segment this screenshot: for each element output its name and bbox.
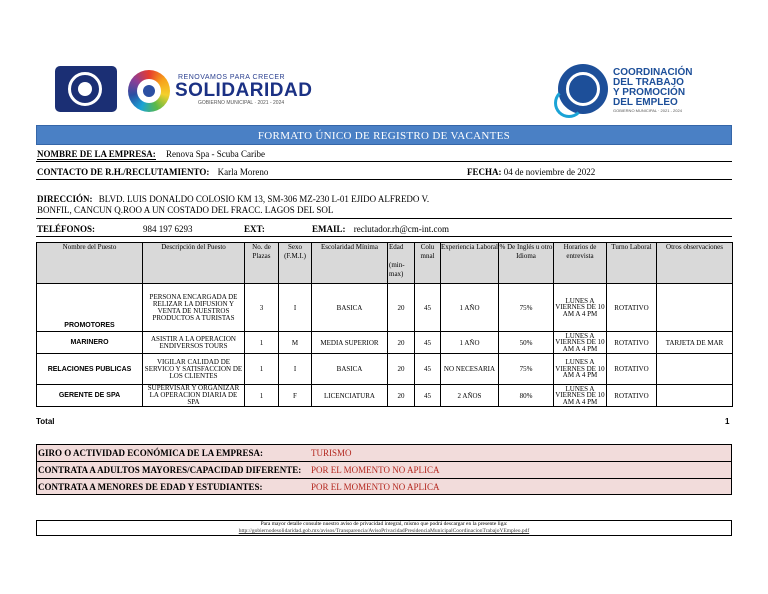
vacancies-table — [36, 242, 733, 407]
header-edad-sub: (min-max) — [389, 261, 405, 278]
cell-horarios: LUNES A VIERNES DE 10 AM A 4 PM — [554, 354, 607, 385]
privacy-link[interactable]: http://gobiernodesolidaridad.gob.mx/avisos/Transparencia/AvisoPrivacidadPresidenciaMunicipalCoordinacionTrabajoYEmpleo.pdf — [238, 528, 530, 534]
cell-descripcion: VIGILAR CALIDAD DE SERVICO Y SATISFACCION DE LOS CLIENTES — [143, 354, 245, 385]
solidaridad-emblem-logo — [128, 70, 170, 112]
coordinacion-line: DEL EMPLEO — [613, 97, 678, 108]
solidaridad-tagline: RENOVAMOS PARA CRECER — [178, 74, 286, 81]
cell-escolaridad: LICENCIATURA — [312, 385, 388, 407]
menores-value: POR EL MOMENTO NO APLICA — [311, 482, 440, 492]
cell-puesto: RELACIONES PUBLICAS — [37, 354, 143, 385]
coordinacion-line: DEL TRABAJO — [613, 77, 684, 88]
cell-plazas: 1 — [245, 385, 279, 407]
ext-label: EXT: — [244, 224, 265, 234]
cell-experiencia: NO NECESARIA — [441, 354, 499, 385]
header-plazas: No. de Plazas — [245, 243, 279, 284]
cell-experiencia: 2 AÑOS — [441, 385, 499, 407]
adultos-label: CONTRATA A ADULTOS MAYORES/CAPACIDAD DIFERENTE: — [38, 465, 302, 475]
cell-plazas: 3 — [245, 284, 279, 332]
cell-sexo: F — [279, 385, 312, 407]
cell-puesto: PROMOTORES — [37, 284, 143, 332]
direccion-line2: BONFIL, CANCUN Q.ROO A UN COSTADO DEL FRACC. LAGOS DEL SOL — [37, 205, 334, 215]
cell-turno: ROTATIVO — [607, 332, 657, 354]
cell-descripcion: ASISTIR A LA OPERACION ENDIVERSOS TOURS — [143, 332, 245, 354]
header-columnal: Colu mnal — [415, 243, 441, 284]
cell-edad: 20 — [388, 284, 415, 332]
empresa-label: NOMBRE DE LA EMPRESA: — [37, 149, 156, 159]
telefonos-label: TELÉFONOS: — [37, 224, 96, 234]
header-puesto: Nombre del Puesto — [37, 243, 143, 284]
table-row — [37, 354, 733, 385]
contacto-label: CONTACTO DE R.H./RECLUTAMIENTO: — [37, 167, 210, 177]
cell-col: 45 — [415, 354, 441, 385]
fecha-label: FECHA: — [467, 167, 502, 177]
cell-col: 45 — [415, 332, 441, 354]
form-title: FORMATO ÚNICO DE REGISTRO DE VACANTES — [36, 125, 732, 145]
telefonos-value: 984 197 6293 — [143, 224, 193, 234]
cell-edad: 20 — [388, 332, 415, 354]
cell-ingles: 50% — [499, 332, 554, 354]
total-value: 1 — [725, 417, 730, 426]
header-experiencia: Experiencia Laboral — [441, 243, 499, 284]
divider — [36, 218, 732, 219]
cell-ingles: 75% — [499, 354, 554, 385]
divider — [36, 179, 732, 180]
cell-otros — [657, 385, 733, 407]
giro-row — [37, 445, 731, 462]
table-row — [37, 284, 733, 332]
coordinacion-line: COORDINACIÓN — [613, 67, 693, 78]
cell-puesto: MARINERO — [37, 332, 143, 354]
email-field — [312, 224, 449, 234]
cell-horarios: LUNES A VIERNES DE 10 AM A 4 PM — [555, 384, 605, 406]
email-label: EMAIL: — [312, 224, 346, 234]
cell-escolaridad: BASICA — [312, 354, 388, 385]
privacy-footer — [36, 520, 732, 536]
adultos-value: POR EL MOMENTO NO APLICA — [311, 465, 440, 475]
coordinacion-line: Y PROMOCIÓN — [613, 87, 686, 98]
fecha-value: 04 de noviembre de 2022 — [503, 167, 596, 177]
cell-puesto: GERENTE DE SPA — [37, 385, 143, 407]
giro-value: TURISMO — [311, 448, 352, 458]
header-descripcion: Descripción del Puesto — [143, 243, 245, 284]
header-otros: Otros observaciones — [657, 243, 733, 284]
table-row — [37, 332, 733, 354]
header-turno: Turno Laboral — [607, 243, 657, 284]
cell-plazas: 1 — [245, 354, 279, 385]
cell-turno: ROTATIVO — [607, 284, 657, 332]
header-edad — [388, 243, 415, 284]
cell-descripcion: SUPERVISAR Y ORGANIZAR LA OPERACION DIARIA DE SPA — [143, 385, 245, 407]
municipal-seal-logo — [55, 66, 117, 112]
table-row — [37, 385, 733, 407]
total-label: Total — [36, 417, 55, 426]
cell-edad: 20 — [388, 385, 415, 407]
direccion-label: DIRECCIÓN: — [37, 194, 93, 204]
header-ingles: % De Inglés u otro Idioma — [499, 243, 554, 284]
cell-col: 45 — [415, 385, 441, 407]
coordinacion-gob-text: GOBIERNO MUNICIPAL · 2021 - 2024 — [613, 108, 682, 113]
company-info-box — [36, 444, 732, 495]
divider — [36, 161, 732, 162]
cell-experiencia: 1 AÑO — [441, 284, 499, 332]
cell-horarios: LUNES A VIERNES DE 10 AM A 4 PM — [554, 284, 607, 332]
table-header-row — [37, 243, 733, 284]
cell-horarios: LUNES A VIERNES DE 10 AM A 4 PM — [555, 331, 605, 353]
email-value: reclutador.rh@cm-int.com — [353, 224, 450, 234]
cell-sexo: I — [279, 284, 312, 332]
cell-turno: ROTATIVO — [607, 354, 657, 385]
cell-escolaridad: BASICA — [312, 284, 388, 332]
adultos-row — [37, 462, 731, 479]
empresa-value: Renova Spa - Scuba Caribe — [166, 149, 265, 159]
header-horarios: Horarios de entrevista — [554, 243, 607, 284]
cell-otros — [657, 284, 733, 332]
direccion-field — [37, 194, 429, 216]
contacto-field — [37, 167, 268, 177]
coordinacion-logo-text — [613, 68, 692, 108]
menores-row — [37, 479, 731, 496]
cell-sexo: M — [279, 332, 312, 354]
ext-field — [244, 224, 265, 234]
giro-label: GIRO O ACTIVIDAD ECONÓMICA DE LA EMPRESA: — [38, 448, 264, 458]
header-escolaridad: Escolaridad Mínima — [312, 243, 388, 284]
coordinacion-emblem-logo — [558, 64, 608, 114]
cell-experiencia: 1 AÑO — [441, 332, 499, 354]
telefonos-field — [37, 224, 95, 234]
direccion-line1: BLVD. LUIS DONALDO COLOSIO KM 13, SM-306 MZ-230 L-01 EJIDO ALFREDO V. — [98, 194, 430, 204]
empresa-field — [37, 149, 265, 159]
cell-edad: 20 — [388, 354, 415, 385]
privacy-notice: Para mayor detalle consulte nuestro aviso de privacidad integral, mismo que podrá descargar en la presente liga: — [260, 521, 508, 527]
solidaridad-logo-text: SOLIDARIDAD — [175, 80, 313, 101]
cell-sexo: I — [279, 354, 312, 385]
divider — [36, 236, 732, 237]
cell-plazas: 1 — [245, 332, 279, 354]
cell-col: 45 — [415, 284, 441, 332]
cell-ingles: 75% — [499, 284, 554, 332]
cell-ingles: 80% — [499, 385, 554, 407]
cell-otros: TARJETA DE MAR — [657, 332, 733, 354]
contacto-value: Karla Moreno — [217, 167, 269, 177]
cell-turno: ROTATIVO — [607, 385, 657, 407]
header-edad-label: Edad — [389, 243, 404, 251]
cell-escolaridad: MEDIA SUPERIOR — [312, 332, 388, 354]
solidaridad-gob-text: GOBIERNO MUNICIPAL · 2021 - 2024 — [198, 100, 285, 106]
fecha-field — [467, 167, 595, 177]
cell-otros — [657, 354, 733, 385]
cell-descripcion: PERSONA ENCARGADA DE RELIZAR LA DIFUSION Y VENTA DE NUESTROS PRODUCTOS A TURISTAS — [143, 284, 245, 332]
header-sexo: Sexo (F.M.I.) — [279, 243, 312, 284]
menores-label: CONTRATA A MENORES DE EDAD Y ESTUDIANTES: — [38, 482, 263, 492]
